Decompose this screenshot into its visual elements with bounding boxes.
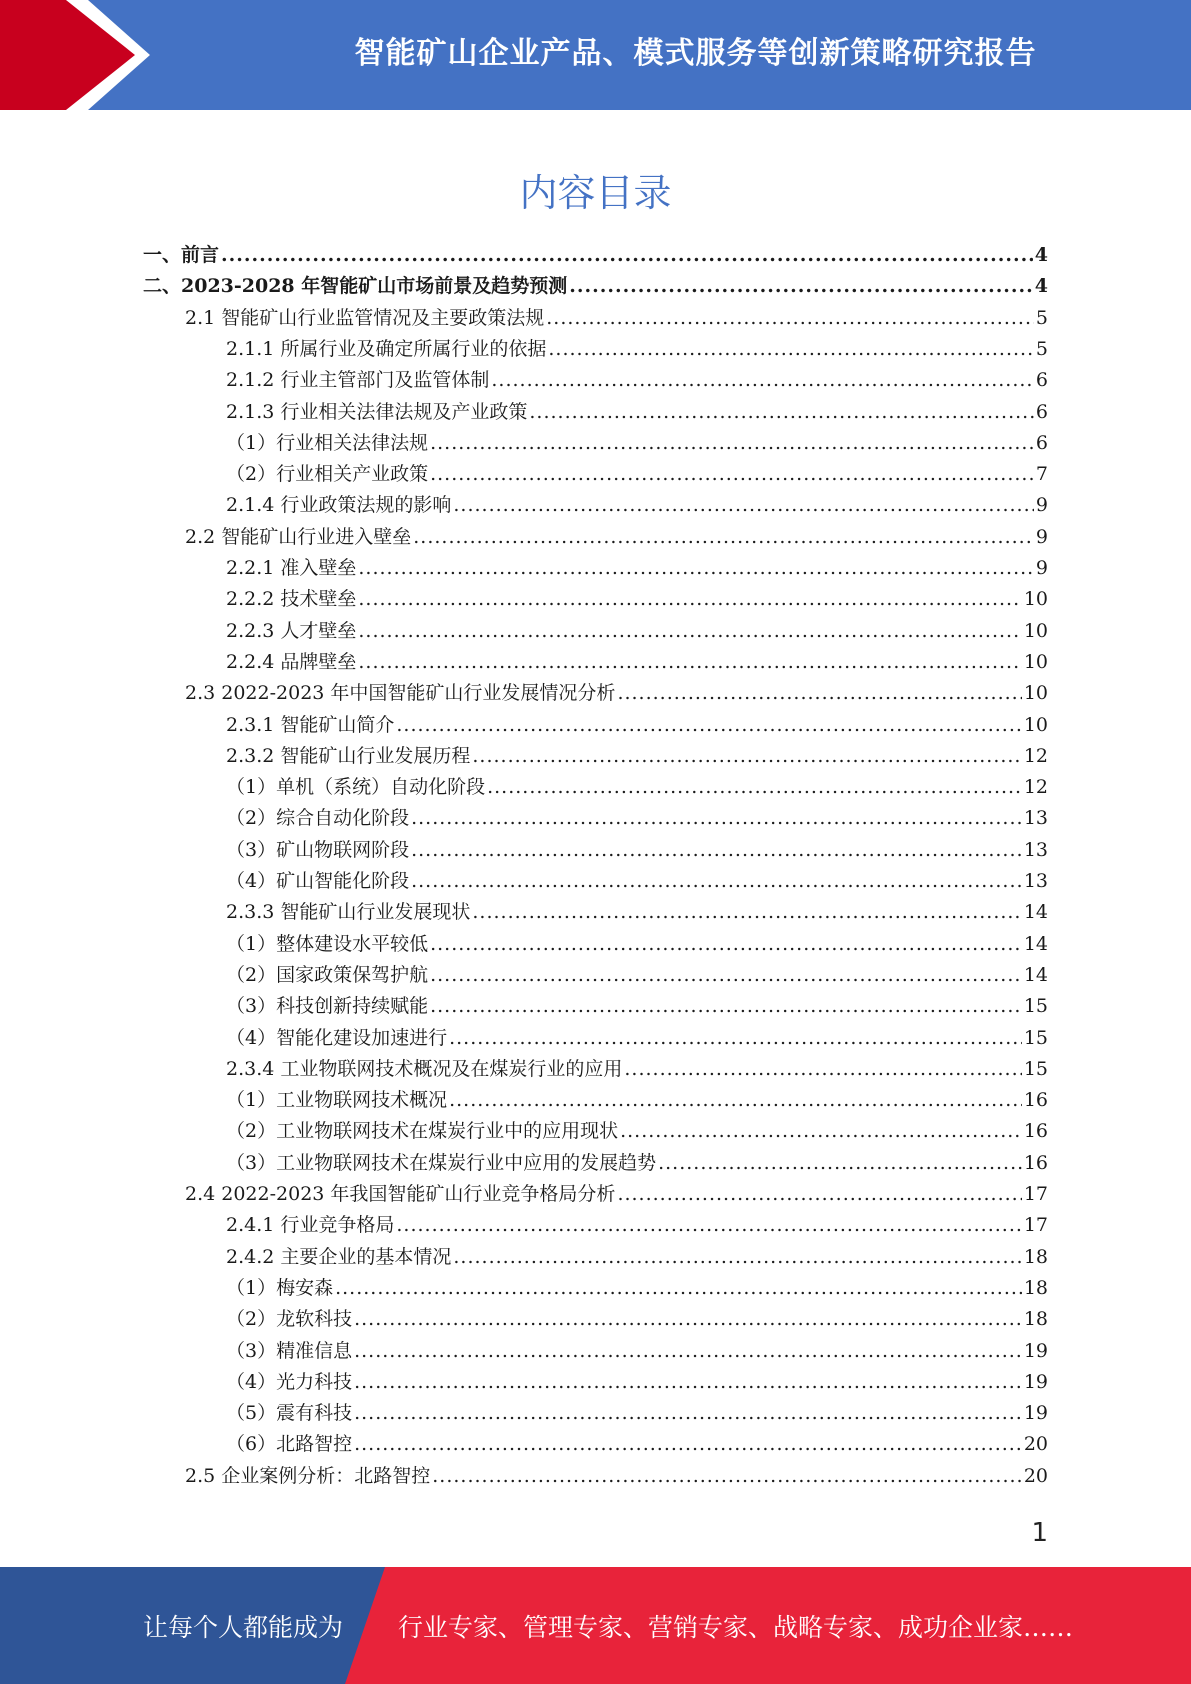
toc-leader-dots [453, 490, 1034, 520]
toc-entry[interactable] [226, 1429, 1048, 1459]
toc-entry-label: 2.3.1 智能矿山简介 [226, 713, 395, 736]
toc-entry-label: （3）精准信息 [226, 1339, 353, 1362]
toc-entry[interactable] [185, 1461, 1048, 1491]
toc-entry[interactable] [226, 397, 1048, 427]
toc-entry[interactable] [226, 616, 1048, 646]
toc-entry-label: （2）行业相关产业政策 [226, 463, 429, 486]
toc-leader-dots [413, 522, 1034, 552]
toc-entry-page: 15 [1023, 1026, 1048, 1049]
toc-entry-page: 16 [1023, 1089, 1048, 1112]
report-title: 智能矿山企业产品、模式服务等创新策略研究报告 [354, 36, 1037, 71]
toc-leader-dots [548, 334, 1034, 364]
toc-entry[interactable] [226, 1085, 1048, 1115]
toc-entry-label: 2.3.2 智能矿山行业发展历程 [226, 744, 471, 767]
toc-entry[interactable] [226, 1116, 1048, 1146]
toc-entry-label: 2.1.3 行业相关法律法规及产业政策 [226, 400, 528, 423]
toc-entry[interactable] [226, 710, 1048, 740]
toc-leader-dots [354, 1398, 1022, 1428]
toc-leader-dots [358, 647, 1021, 677]
toc-leader-dots [411, 866, 1022, 896]
toc-leader-dots [354, 1336, 1022, 1366]
toc-entry-page: 10 [1023, 619, 1048, 642]
toc-entry-label: 2.3.4 工业物联网技术概况及在煤炭行业的应用 [226, 1057, 623, 1080]
toc-entry-page: 4 [1034, 275, 1048, 298]
toc-leader-dots [569, 271, 1033, 301]
toc-entry-page: 14 [1023, 901, 1048, 924]
toc-entry-label: 2.2.1 准入壁垒 [226, 557, 357, 579]
toc-entry[interactable] [226, 835, 1048, 865]
toc-entry[interactable] [226, 1367, 1048, 1397]
footer-slogan-right: 行业专家、管理专家、营销专家、战略专家、成功企业家…… [398, 1612, 1074, 1642]
toc-entry-page: 12 [1023, 776, 1048, 799]
toc-entry-label: （3）工业物联网技术在煤炭行业中应用的发展趋势 [226, 1151, 657, 1174]
toc-leader-dots [546, 303, 1034, 333]
toc-entry[interactable] [226, 960, 1048, 990]
toc-entry-page: 15 [1023, 1057, 1048, 1080]
toc-entry[interactable] [226, 1054, 1048, 1084]
toc-entry-page: 5 [1035, 306, 1048, 329]
toc-entry-label: （3）矿山物联网阶段 [226, 838, 410, 861]
toc-entry-label: （4）光力科技 [226, 1370, 353, 1393]
toc-entry-page: 4 [1034, 244, 1048, 266]
toc-entry[interactable] [226, 741, 1048, 771]
toc-leader-dots [396, 710, 1021, 740]
toc-entry-label: 2.1.1 所属行业及确定所属行业的依据 [226, 337, 547, 360]
toc-entry-label: 2.3.3 智能矿山行业发展现状 [226, 901, 471, 924]
toc-entry[interactable] [226, 1304, 1048, 1334]
toc-leader-dots [358, 616, 1021, 646]
toc-leader-dots [432, 1461, 1022, 1491]
toc-leader-dots [617, 678, 1021, 708]
toc-entry-page: 14 [1023, 932, 1048, 955]
toc-entry[interactable] [185, 678, 1048, 708]
toc-entry-label: （2）国家政策保驾护航 [226, 963, 429, 986]
toc-entry-label: 2.2 智能矿山行业进入壁垒 [185, 525, 412, 548]
footer-slogan-left: 让每个人都能成为 [143, 1612, 344, 1642]
toc-entry-page: 13 [1023, 807, 1048, 830]
toc-entry-label: 2.3 2022-2023 年中国智能矿山行业发展情况分析 [185, 682, 616, 705]
toc-leader-dots [354, 1429, 1022, 1459]
toc-entry-page: 10 [1023, 650, 1048, 673]
toc-entry[interactable] [226, 1273, 1048, 1303]
toc-entry[interactable] [226, 772, 1048, 802]
toc-leader-dots [396, 1210, 1021, 1240]
toc-entry-page: 20 [1023, 1464, 1048, 1487]
toc-entry[interactable] [226, 991, 1048, 1021]
toc-entry-page: 14 [1023, 963, 1048, 986]
toc-entry-page: 12 [1023, 744, 1048, 767]
toc-leader-dots [358, 553, 1034, 583]
page-header [0, 0, 1191, 110]
toc-entry-page: 19 [1023, 1339, 1048, 1362]
toc-entry-page: 17 [1023, 1214, 1048, 1237]
toc-leader-dots [221, 240, 1033, 270]
toc-entry[interactable] [226, 803, 1048, 833]
toc-entry-label: 2.4.1 行业竞争格局 [226, 1214, 395, 1237]
toc-entry-page: 20 [1023, 1433, 1048, 1456]
toc-entry-label: （2）工业物联网技术在煤炭行业中的应用现状 [226, 1120, 619, 1143]
toc-leader-dots [529, 397, 1034, 427]
toc-entry-page: 16 [1023, 1120, 1048, 1143]
toc-leader-dots [617, 1179, 1021, 1209]
toc-leader-dots [354, 1304, 1022, 1334]
toc-leader-dots [430, 991, 1022, 1021]
toc-entry-label: 2.1.2 行业主管部门及监管体制 [226, 369, 490, 392]
toc-entry-label: （1）整体建设水平较低 [226, 932, 429, 955]
toc-entry-page: 16 [1023, 1151, 1048, 1174]
toc-entry-page: 6 [1035, 400, 1048, 423]
toc-leader-dots [453, 1242, 1021, 1272]
toc-entry-label: （6）北路智控 [226, 1433, 353, 1456]
toc-leader-dots [624, 1054, 1021, 1084]
toc-leader-dots [335, 1273, 1022, 1303]
toc-entry-label: 2.1 智能矿山行业监管情况及主要政策法规 [185, 306, 545, 329]
toc-entry-page: 13 [1023, 870, 1048, 892]
toc-entry-label: （4）智能化建设加速进行 [226, 1026, 448, 1049]
toc-entry-page: 19 [1023, 1370, 1048, 1393]
toc-entry[interactable] [226, 1023, 1048, 1053]
toc-entry[interactable] [226, 1210, 1048, 1240]
toc-leader-dots [472, 741, 1021, 771]
toc-entry-label: 2.4.2 主要企业的基本情况 [226, 1245, 452, 1268]
toc-leader-dots [491, 365, 1034, 395]
toc-entry-label: （1）梅安森 [226, 1276, 334, 1299]
toc-entry[interactable] [226, 1242, 1048, 1272]
toc-entry-label: 二、2023-2028 年智能矿山市场前景及趋势预测 [143, 275, 568, 298]
toc-entry-label: （3）科技创新持续赋能 [226, 995, 429, 1018]
toc-entry-label: （4）矿山智能化阶段 [226, 870, 410, 892]
toc-entry-page: 6 [1035, 431, 1048, 454]
toc-entry-label: （1）单机（系统）自动化阶段 [226, 776, 486, 799]
toc-entry[interactable] [226, 929, 1048, 959]
toc-entry[interactable] [226, 459, 1048, 489]
toc-entry[interactable] [226, 647, 1048, 677]
toc-entry-page: 18 [1023, 1308, 1048, 1331]
toc-entry-page: 10 [1023, 682, 1048, 705]
toc-entry-page: 5 [1035, 337, 1048, 360]
toc-entry-page: 9 [1035, 494, 1048, 517]
toc-entry-label: 2.2.3 人才壁垒 [226, 619, 357, 642]
toc-entry-page: 10 [1023, 588, 1048, 611]
toc-entry-label: （5）震有科技 [226, 1402, 353, 1425]
toc-entry[interactable] [226, 1398, 1048, 1428]
page-number: 1 [1031, 1518, 1048, 1548]
toc-leader-dots [430, 929, 1022, 959]
toc-entry[interactable] [185, 522, 1048, 552]
toc-entry-page: 6 [1035, 369, 1048, 392]
toc-entry-label: 2.2.2 技术壁垒 [226, 588, 357, 611]
toc-entry[interactable] [185, 1179, 1048, 1209]
toc-entry-page: 13 [1023, 838, 1048, 861]
toc-leader-dots [430, 960, 1022, 990]
toc-entry[interactable] [226, 1336, 1048, 1366]
toc-entry[interactable] [226, 334, 1048, 364]
toc-entry-label: （1）工业物联网技术概况 [226, 1089, 448, 1112]
toc-entry-page: 17 [1023, 1183, 1048, 1205]
toc-leader-dots [358, 584, 1021, 614]
toc-entry-page: 9 [1035, 557, 1048, 579]
toc-leader-dots [430, 428, 1034, 458]
toc-entry-label: （2）龙软科技 [226, 1308, 353, 1331]
toc-entry-page: 9 [1035, 525, 1048, 548]
toc-entry-page: 18 [1023, 1245, 1048, 1268]
toc-entry-label: （1）行业相关法律法规 [226, 431, 429, 454]
toc-entry[interactable] [226, 490, 1048, 520]
toc-leader-dots [487, 772, 1022, 802]
toc-entry[interactable] [226, 553, 1048, 583]
toc-entry-label: （2）综合自动化阶段 [226, 807, 410, 830]
toc-entry[interactable] [226, 584, 1048, 614]
page-footer [0, 1567, 1191, 1684]
toc-leader-dots [472, 897, 1021, 927]
toc-leader-dots [449, 1085, 1022, 1115]
toc-leader-dots [411, 835, 1022, 865]
toc-entry-page: 15 [1023, 995, 1048, 1018]
toc-entry[interactable] [226, 866, 1048, 896]
toc-leader-dots [354, 1367, 1022, 1397]
toc-entry-page: 10 [1023, 713, 1048, 736]
toc-entry[interactable] [226, 428, 1048, 458]
toc-entry[interactable] [226, 1148, 1048, 1178]
toc-entry-page: 18 [1023, 1276, 1048, 1299]
toc-leader-dots [449, 1023, 1022, 1053]
toc-entry-label: 2.2.4 品牌壁垒 [226, 650, 357, 673]
toc-leader-dots [620, 1116, 1022, 1146]
toc-entry-label: 2.5 企业案例分析：北路智控 [185, 1464, 431, 1487]
toc-leader-dots [411, 803, 1022, 833]
toc-entry-page: 7 [1035, 463, 1048, 486]
toc-entry[interactable] [226, 897, 1048, 927]
toc-entry[interactable] [226, 365, 1048, 395]
toc-entry-label: 2.1.4 行业政策法规的影响 [226, 494, 452, 517]
toc-entry[interactable] [143, 271, 1048, 301]
toc-entry[interactable] [185, 303, 1048, 333]
toc-entry-label: 一、前言 [143, 244, 220, 266]
toc-leader-dots [658, 1148, 1022, 1178]
toc-entry-page: 19 [1023, 1402, 1048, 1425]
toc-leader-dots [430, 459, 1034, 489]
toc-heading: 内容目录 [519, 171, 672, 215]
toc-entry-label: 2.4 2022-2023 年我国智能矿山行业竞争格局分析 [185, 1183, 616, 1205]
toc-entry[interactable] [143, 240, 1048, 270]
